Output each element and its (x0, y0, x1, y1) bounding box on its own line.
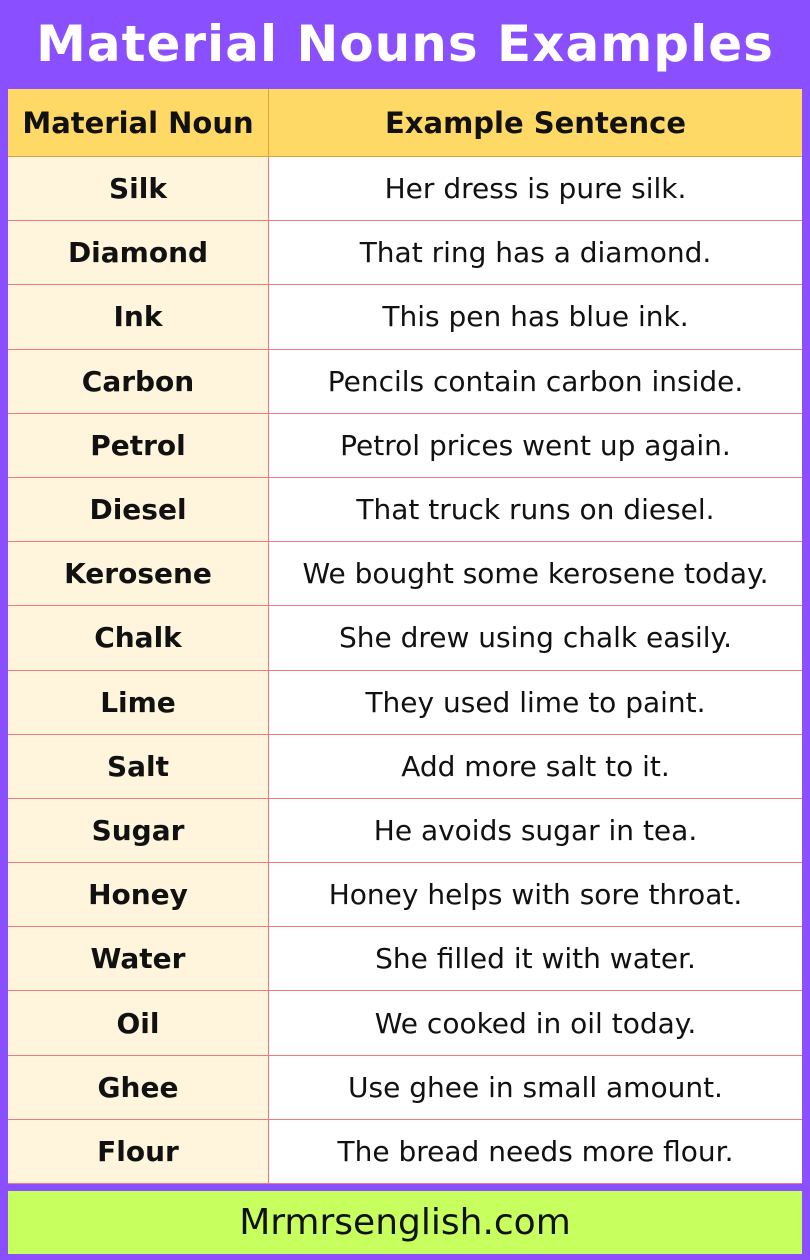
table-cell-sentence: Add more salt to it. (269, 735, 802, 799)
table-cell-sentence: Use ghee in small amount. (269, 1056, 802, 1120)
table-cell-noun: Chalk (8, 606, 269, 670)
table-cell-noun: Water (8, 927, 269, 991)
table-cell-noun: Honey (8, 863, 269, 927)
website-footer: Mrmrsenglish.com (8, 1191, 802, 1254)
table-cell-noun: Silk (8, 157, 269, 221)
table-cell-sentence: This pen has blue ink. (269, 285, 802, 349)
table-cell-sentence: They used lime to paint. (269, 671, 802, 735)
table-cell-noun: Lime (8, 671, 269, 735)
column-header-noun: Material Noun (8, 89, 269, 157)
material-nouns-table (8, 89, 802, 1184)
table-cell-sentence: We bought some kerosene today. (269, 542, 802, 606)
table-cell-noun: Ghee (8, 1056, 269, 1120)
table-cell-sentence: The bread needs more flour. (269, 1120, 802, 1184)
table-cell-sentence: Petrol prices went up again. (269, 414, 802, 478)
table-cell-sentence: She drew using chalk easily. (269, 606, 802, 670)
table-cell-sentence: Honey helps with sore throat. (269, 863, 802, 927)
table-cell-noun: Salt (8, 735, 269, 799)
table-cell-noun: Petrol (8, 414, 269, 478)
page-title: Material Nouns Examples (36, 15, 774, 73)
table-cell-sentence: We cooked in oil today. (269, 991, 802, 1055)
table-cell-noun: Diesel (8, 478, 269, 542)
table-cell-noun: Ink (8, 285, 269, 349)
table-cell-noun: Carbon (8, 350, 269, 414)
table-cell-sentence: He avoids sugar in tea. (269, 799, 802, 863)
table-cell-sentence: That ring has a diamond. (269, 221, 802, 285)
table-cell-sentence: Her dress is pure silk. (269, 157, 802, 221)
table-cell-sentence: She filled it with water. (269, 927, 802, 991)
table-cell-noun: Kerosene (8, 542, 269, 606)
table-cell-sentence: That truck runs on diesel. (269, 478, 802, 542)
table-cell-noun: Flour (8, 1120, 269, 1184)
table-cell-sentence: Pencils contain carbon inside. (269, 350, 802, 414)
table-cell-noun: Diamond (8, 221, 269, 285)
table-cell-noun: Sugar (8, 799, 269, 863)
table-cell-noun: Oil (8, 991, 269, 1055)
column-header-sentence: Example Sentence (269, 89, 802, 157)
